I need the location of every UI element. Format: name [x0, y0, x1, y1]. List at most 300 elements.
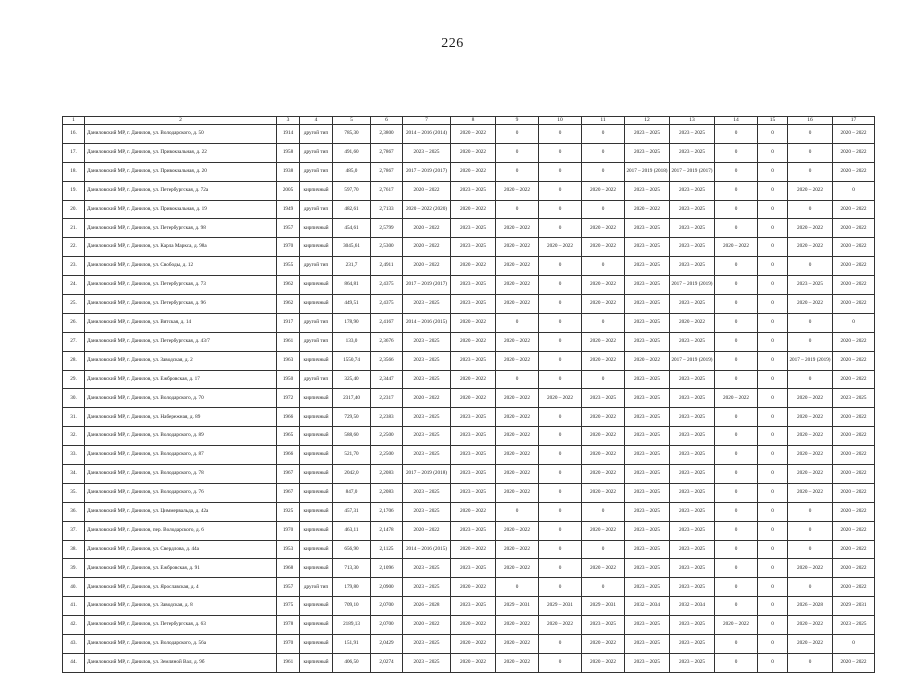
table-cell: 2020 – 2022	[715, 616, 758, 635]
table-cell: 0	[539, 313, 582, 332]
table-cell: 1938	[277, 162, 300, 181]
table-cell: 0	[539, 540, 582, 559]
table-cell: 2023 – 2025	[625, 389, 670, 408]
table-cell: 0	[758, 332, 788, 351]
table-cell: 0	[496, 313, 539, 332]
table-cell: 2023 – 2025	[625, 427, 670, 446]
table-row	[63, 465, 875, 484]
address-cell: Даниловский МР, г. Данилов, ул. Петербургская, д. 73	[85, 276, 277, 295]
table-row	[63, 143, 875, 162]
table-cell: кирпичный	[300, 653, 333, 672]
table-cell: 2020 – 2022	[582, 483, 625, 502]
row-index-cell: 44.	[63, 653, 85, 672]
table-cell: 0	[715, 578, 758, 597]
table-cell: 2020 – 2022	[496, 465, 539, 484]
table-cell: 0	[539, 332, 582, 351]
table-cell: 0	[715, 200, 758, 219]
table-cell: 2023 – 2025	[670, 559, 715, 578]
table-cell: 2020 – 2022	[451, 653, 496, 672]
address-cell: Даниловский МР, г. Данилов, ул. Володарского, д. 89	[85, 427, 277, 446]
table-cell: 2020 – 2022	[451, 162, 496, 181]
table-cell: 0	[758, 181, 788, 200]
address-cell: Даниловский МР, г. Данилов, ул. Ежбровская, д. 91	[85, 559, 277, 578]
table-cell: 2023 – 2025	[625, 295, 670, 314]
table-cell: 0	[496, 578, 539, 597]
table-cell: кирпичный	[300, 446, 333, 465]
address-cell: Даниловский МР, г. Данилов, ул. Привокзальная, д. 22	[85, 143, 277, 162]
table-cell: 0	[788, 578, 833, 597]
table-cell: 0	[758, 578, 788, 597]
table-cell: 2020 – 2022	[833, 559, 875, 578]
column-number-16: 16	[788, 117, 833, 125]
table-cell: 0	[758, 238, 788, 257]
table-cell: 2023 – 2025	[403, 635, 451, 654]
address-cell: Даниловский МР, г. Данилов, ул. Заводская, д. 2	[85, 351, 277, 370]
row-index-cell: 18.	[63, 162, 85, 181]
table-cell: 2023 – 2025	[625, 446, 670, 465]
table-cell: 0	[758, 408, 788, 427]
table-cell: 1970	[277, 238, 300, 257]
table-cell: 2020 – 2022	[496, 332, 539, 351]
table-cell: 2023 – 2025	[451, 521, 496, 540]
table-cell: 2023 – 2025	[670, 521, 715, 540]
row-index-cell: 16.	[63, 125, 85, 144]
table-cell: другой тип	[300, 162, 333, 181]
table-cell: 2017 – 2019 (2019)	[670, 351, 715, 370]
table-cell: 2023 – 2025	[625, 219, 670, 238]
table-cell: 2020 – 2022	[833, 238, 875, 257]
table-cell: другой тип	[300, 143, 333, 162]
table-cell: 2020 – 2022	[715, 238, 758, 257]
row-index-cell: 29.	[63, 370, 85, 389]
table-cell: 1955	[277, 257, 300, 276]
table-cell: 0	[758, 483, 788, 502]
row-index-cell: 34.	[63, 465, 85, 484]
table-cell: 2020 – 2022	[451, 635, 496, 654]
table-cell: 2020 – 2022	[833, 351, 875, 370]
table-cell: 0	[582, 313, 625, 332]
table-cell: кирпичный	[300, 219, 333, 238]
table-cell: 2023 – 2025	[625, 483, 670, 502]
table-cell: 2023 – 2025	[670, 540, 715, 559]
column-number-17: 17	[833, 117, 875, 125]
table-cell: 2020 – 2022	[451, 332, 496, 351]
table-cell: 2023 – 2025	[403, 295, 451, 314]
table-cell: 2020 – 2022	[451, 313, 496, 332]
table-cell: 0	[758, 257, 788, 276]
table-cell: 2023 – 2025	[451, 219, 496, 238]
table-cell: 0	[539, 446, 582, 465]
table-cell: 2020 – 2022	[496, 389, 539, 408]
table-cell: 2017 – 2019 (2017)	[670, 162, 715, 181]
table-cell: 2,2083	[371, 465, 403, 484]
address-cell: Даниловский МР, г. Данилов, ул. Заводская, д. 8	[85, 597, 277, 616]
table-cell: 325,40	[333, 370, 371, 389]
table-cell: 1978	[277, 616, 300, 635]
table-row	[63, 408, 875, 427]
table-cell: 2023 – 2025	[625, 408, 670, 427]
table-cell: кирпичный	[300, 427, 333, 446]
table-cell: 0	[788, 162, 833, 181]
table-cell: 2020 – 2022	[833, 483, 875, 502]
table-cell: 0	[715, 521, 758, 540]
row-index-cell: 32.	[63, 427, 85, 446]
table-cell: 2,2500	[371, 446, 403, 465]
table-cell: 2020 – 2022	[582, 181, 625, 200]
table-cell: 0	[539, 502, 582, 521]
table-cell: 2023 – 2025	[625, 370, 670, 389]
table-cell: 0	[758, 635, 788, 654]
table-cell: 1961	[277, 653, 300, 672]
table-cell: 1949	[277, 200, 300, 219]
table-cell: 2020 – 2022	[451, 616, 496, 635]
row-index-cell: 17.	[63, 143, 85, 162]
table-cell: 0	[496, 143, 539, 162]
table-cell: 2023 – 2025	[451, 446, 496, 465]
table-cell: другой тип	[300, 313, 333, 332]
address-cell: Даниловский МР, г. Данилов, ул. Привокзальная, д. 19	[85, 200, 277, 219]
table-cell: 2020 – 2022	[496, 351, 539, 370]
table-cell: 2023 – 2025	[403, 143, 451, 162]
table-cell: 0	[758, 389, 788, 408]
table-cell: 1957	[277, 578, 300, 597]
row-index-cell: 24.	[63, 276, 85, 295]
table-cell: 0	[715, 276, 758, 295]
table-cell: 2020 – 2022	[582, 653, 625, 672]
table-cell: 2020 – 2022	[496, 181, 539, 200]
table-cell: 0	[758, 143, 788, 162]
table-cell: 1953	[277, 540, 300, 559]
table-cell: 0	[715, 427, 758, 446]
table-cell: 2,7867	[371, 143, 403, 162]
table-cell: 0	[833, 635, 875, 654]
table-cell: 2023 – 2025	[670, 483, 715, 502]
table-cell: 2023 – 2025	[670, 635, 715, 654]
table-cell: 2023 – 2025	[670, 370, 715, 389]
table-cell: 2020 – 2022	[539, 616, 582, 635]
table-cell: 2020 – 2022	[539, 389, 582, 408]
column-number-4: 4	[300, 117, 333, 125]
table-cell: 0	[539, 200, 582, 219]
table-cell: 2023 – 2025	[451, 597, 496, 616]
table-row	[63, 389, 875, 408]
table-cell: 2023 – 2025	[625, 181, 670, 200]
table-cell: 2,7133	[371, 200, 403, 219]
table-cell: 2,0700	[371, 616, 403, 635]
table-cell: 2023 – 2025	[670, 200, 715, 219]
table-cell: кирпичный	[300, 465, 333, 484]
table-cell: 2017 – 2019 (2018)	[403, 465, 451, 484]
table-cell: 1970	[277, 521, 300, 540]
column-number-3: 3	[277, 117, 300, 125]
table-row	[63, 200, 875, 219]
table-cell: кирпичный	[300, 389, 333, 408]
table-cell: кирпичный	[300, 540, 333, 559]
table-cell: 0	[715, 446, 758, 465]
table-cell: 0	[758, 540, 788, 559]
table-cell: 2317,40	[333, 389, 371, 408]
table-cell: 847,0	[333, 483, 371, 502]
table-cell: 0	[715, 408, 758, 427]
table-cell: 2020 – 2022	[788, 238, 833, 257]
table-cell: 2,0900	[371, 578, 403, 597]
address-cell: Даниловский МР, г. Данилов, ул. Петербургская, д. 43/7	[85, 332, 277, 351]
table-cell: 2020 – 2022	[496, 257, 539, 276]
table-cell: 2023 – 2025	[451, 276, 496, 295]
table-cell: 2020 – 2022	[788, 181, 833, 200]
table-cell: 0	[582, 125, 625, 144]
table-cell: 2023 – 2025	[670, 446, 715, 465]
table-cell: 597,70	[333, 181, 371, 200]
table-cell: 2023 – 2025	[403, 370, 451, 389]
row-index-cell: 37.	[63, 521, 85, 540]
row-index-cell: 39.	[63, 559, 85, 578]
table-cell: 2,4375	[371, 295, 403, 314]
table-cell: 2005	[277, 181, 300, 200]
address-cell: Даниловский МР, г. Данилов, ул. Володарского, д. 56а	[85, 635, 277, 654]
table-cell: 2,2383	[371, 408, 403, 427]
address-cell: Даниловский МР, г. Данилов, ул. Володарского, д. 50	[85, 125, 277, 144]
table-cell: кирпичный	[300, 238, 333, 257]
table-cell: 1917	[277, 313, 300, 332]
table-cell: 2023 – 2025	[625, 653, 670, 672]
table-cell: 0	[715, 502, 758, 521]
table-cell: 2023 – 2025	[625, 540, 670, 559]
table-row	[63, 616, 875, 635]
table-row	[63, 521, 875, 540]
table-cell: 2,3566	[371, 351, 403, 370]
table-cell: 2023 – 2025	[625, 332, 670, 351]
table-cell: 2020 – 2022	[582, 559, 625, 578]
table-cell: 0	[582, 540, 625, 559]
table-cell: 2023 – 2025	[788, 276, 833, 295]
table-cell: 2020 – 2022	[582, 276, 625, 295]
table-cell: 0	[715, 465, 758, 484]
table-cell: 0	[539, 143, 582, 162]
table-cell: 0	[496, 502, 539, 521]
table-cell: 2023 – 2025	[833, 389, 875, 408]
table-cell: 2020 – 2022	[451, 370, 496, 389]
row-index-cell: 35.	[63, 483, 85, 502]
table-cell: 151,91	[333, 635, 371, 654]
table-cell: 2020 – 2022	[788, 465, 833, 484]
table-cell: 2023 – 2025	[403, 351, 451, 370]
table-cell: 2026 – 2028	[403, 597, 451, 616]
table-cell: 449,51	[333, 295, 371, 314]
table-cell: 0	[539, 276, 582, 295]
table-cell: кирпичный	[300, 295, 333, 314]
table-cell: 2020 – 2022	[788, 219, 833, 238]
row-index-cell: 30.	[63, 389, 85, 408]
table-cell: кирпичный	[300, 616, 333, 635]
table-cell: 2023 – 2025	[670, 143, 715, 162]
column-number-7: 7	[403, 117, 451, 125]
table-cell: 0	[539, 351, 582, 370]
table-cell: 2020 – 2022 (2020)	[403, 200, 451, 219]
table-cell: 2020 – 2022	[451, 502, 496, 521]
row-index-cell: 41.	[63, 597, 85, 616]
table-cell: 178,90	[333, 313, 371, 332]
table-cell: 0	[715, 635, 758, 654]
table-cell: 0	[539, 465, 582, 484]
table-cell: 2020 – 2022	[833, 295, 875, 314]
table-cell: 2023 – 2025	[403, 502, 451, 521]
table-cell: 2023 – 2025	[451, 465, 496, 484]
table-row	[63, 125, 875, 144]
row-index-cell: 42.	[63, 616, 85, 635]
table-cell: 2020 – 2022	[582, 238, 625, 257]
row-index-cell: 31.	[63, 408, 85, 427]
table-cell: 2014 – 2016 (2014)	[403, 125, 451, 144]
table-cell: 2023 – 2025	[625, 521, 670, 540]
table-cell: 2023 – 2025	[403, 578, 451, 597]
table-cell: 2020 – 2022	[833, 540, 875, 559]
table-cell: 2,3800	[371, 125, 403, 144]
table-cell: 133,0	[333, 332, 371, 351]
table-cell: 2,0274	[371, 653, 403, 672]
table-cell: 0	[758, 616, 788, 635]
table-cell: 1957	[277, 219, 300, 238]
table-cell: 2020 – 2022	[788, 389, 833, 408]
address-cell: Даниловский МР, г. Данилов, ул. Ярославская, д. 4	[85, 578, 277, 597]
table-row	[63, 578, 875, 597]
table-row	[63, 446, 875, 465]
table-cell: 656,90	[333, 540, 371, 559]
table-row	[63, 332, 875, 351]
table-cell: кирпичный	[300, 408, 333, 427]
table-cell: другой тип	[300, 125, 333, 144]
table-cell: 2,7617	[371, 181, 403, 200]
table-cell: 2029 – 2031	[539, 597, 582, 616]
column-number-6: 6	[371, 117, 403, 125]
table-cell: 2020 – 2022	[496, 616, 539, 635]
table-cell: 2017 – 2019 (2019)	[788, 351, 833, 370]
table-cell: 0	[758, 351, 788, 370]
table-cell: 457,31	[333, 502, 371, 521]
table-cell: 2023 – 2025	[625, 578, 670, 597]
table-cell: другой тип	[300, 257, 333, 276]
table-cell: 2020 – 2022	[539, 238, 582, 257]
address-cell: Даниловский МР, г. Данилов, ул. Свердлова, д. 44а	[85, 540, 277, 559]
table-cell: кирпичный	[300, 597, 333, 616]
table-cell: 2020 – 2022	[451, 125, 496, 144]
row-index-cell: 23.	[63, 257, 85, 276]
table-cell: 485,0	[333, 162, 371, 181]
column-number-5: 5	[333, 117, 371, 125]
table-cell: 0	[715, 313, 758, 332]
table-cell: 0	[788, 143, 833, 162]
table-cell: 2020 – 2022	[582, 332, 625, 351]
address-cell: Даниловский МР, г. Данилов, ул. Карла Маркса, д. 98а	[85, 238, 277, 257]
table-cell: 0	[758, 597, 788, 616]
table-cell: 2020 – 2022	[496, 219, 539, 238]
row-index-cell: 40.	[63, 578, 85, 597]
table-cell: 1967	[277, 465, 300, 484]
address-cell: Даниловский МР, г. Данилов, ул. Земляной Вал, д. 9б	[85, 653, 277, 672]
table-cell: 2,4375	[371, 276, 403, 295]
table-cell: 0	[788, 653, 833, 672]
table-cell: 2,1478	[371, 521, 403, 540]
table-cell: 2023 – 2025	[670, 616, 715, 635]
table-cell: 2023 – 2025	[625, 238, 670, 257]
table-cell: 2020 – 2022	[833, 427, 875, 446]
table-cell: 2020 – 2022	[788, 635, 833, 654]
table-cell: 2,1096	[371, 559, 403, 578]
column-number-1: 1	[63, 117, 85, 125]
table-cell: 2,1706	[371, 502, 403, 521]
table-cell: 2020 – 2022	[403, 616, 451, 635]
table-cell: 2023 – 2025	[625, 502, 670, 521]
table-cell: 2,2317	[371, 389, 403, 408]
table-cell: 463,11	[333, 521, 371, 540]
table-cell: 2023 – 2025	[625, 616, 670, 635]
table-cell: 0	[539, 578, 582, 597]
table-cell: 1972	[277, 389, 300, 408]
table-row	[63, 483, 875, 502]
table-cell: 406,50	[333, 653, 371, 672]
table-cell: другой тип	[300, 370, 333, 389]
table-cell: 0	[788, 125, 833, 144]
column-number-10: 10	[539, 117, 582, 125]
table-cell: 2020 – 2022	[715, 389, 758, 408]
table-cell: 2023 – 2025	[670, 653, 715, 672]
address-cell: Даниловский МР, г. Данилов, ул. Петербургская, д. 96	[85, 295, 277, 314]
table-cell: 2,3447	[371, 370, 403, 389]
document-table-wrapper	[62, 116, 867, 673]
table-cell: 2020 – 2022	[788, 446, 833, 465]
table-cell: 0	[758, 276, 788, 295]
table-cell: 2014 – 2016 (2015)	[403, 313, 451, 332]
table-cell: 2029 – 2031	[582, 597, 625, 616]
table-cell: 1968	[277, 559, 300, 578]
table-row	[63, 559, 875, 578]
table-cell: 2020 – 2022	[582, 635, 625, 654]
table-cell: 1975	[277, 597, 300, 616]
table-cell: 1962	[277, 276, 300, 295]
table-row	[63, 276, 875, 295]
table-cell: другой тип	[300, 200, 333, 219]
table-cell: 0	[715, 597, 758, 616]
table-cell: 0	[758, 465, 788, 484]
table-row	[63, 597, 875, 616]
table-cell: 2020 – 2022	[833, 200, 875, 219]
table-cell: 0	[788, 332, 833, 351]
table-cell: 2020 – 2022	[403, 219, 451, 238]
table-cell: 2020 – 2022	[670, 313, 715, 332]
table-cell: 2020 – 2022	[788, 483, 833, 502]
table-cell: 2023 – 2025	[670, 219, 715, 238]
table-cell: 2017 – 2019 (2017)	[403, 276, 451, 295]
table-cell: 0	[758, 295, 788, 314]
table-cell: 2023 – 2025	[670, 578, 715, 597]
table-cell: 1962	[277, 295, 300, 314]
row-index-cell: 20.	[63, 200, 85, 219]
table-cell: 2020 – 2022	[496, 521, 539, 540]
table-cell: 0	[788, 257, 833, 276]
table-cell: 1966	[277, 408, 300, 427]
column-number-11: 11	[582, 117, 625, 125]
table-cell: 2020 – 2022	[403, 389, 451, 408]
table-cell: 2023 – 2025	[670, 332, 715, 351]
table-cell: кирпичный	[300, 635, 333, 654]
row-index-cell: 36.	[63, 502, 85, 521]
table-cell: 2032 – 2034	[625, 597, 670, 616]
table-cell: 713,30	[333, 559, 371, 578]
table-cell: кирпичный	[300, 521, 333, 540]
address-cell: Даниловский МР, г. Данилов, пер. Володарского, д. 6	[85, 521, 277, 540]
table-cell: 2020 – 2022	[403, 238, 451, 257]
table-cell: 2020 – 2022	[833, 162, 875, 181]
